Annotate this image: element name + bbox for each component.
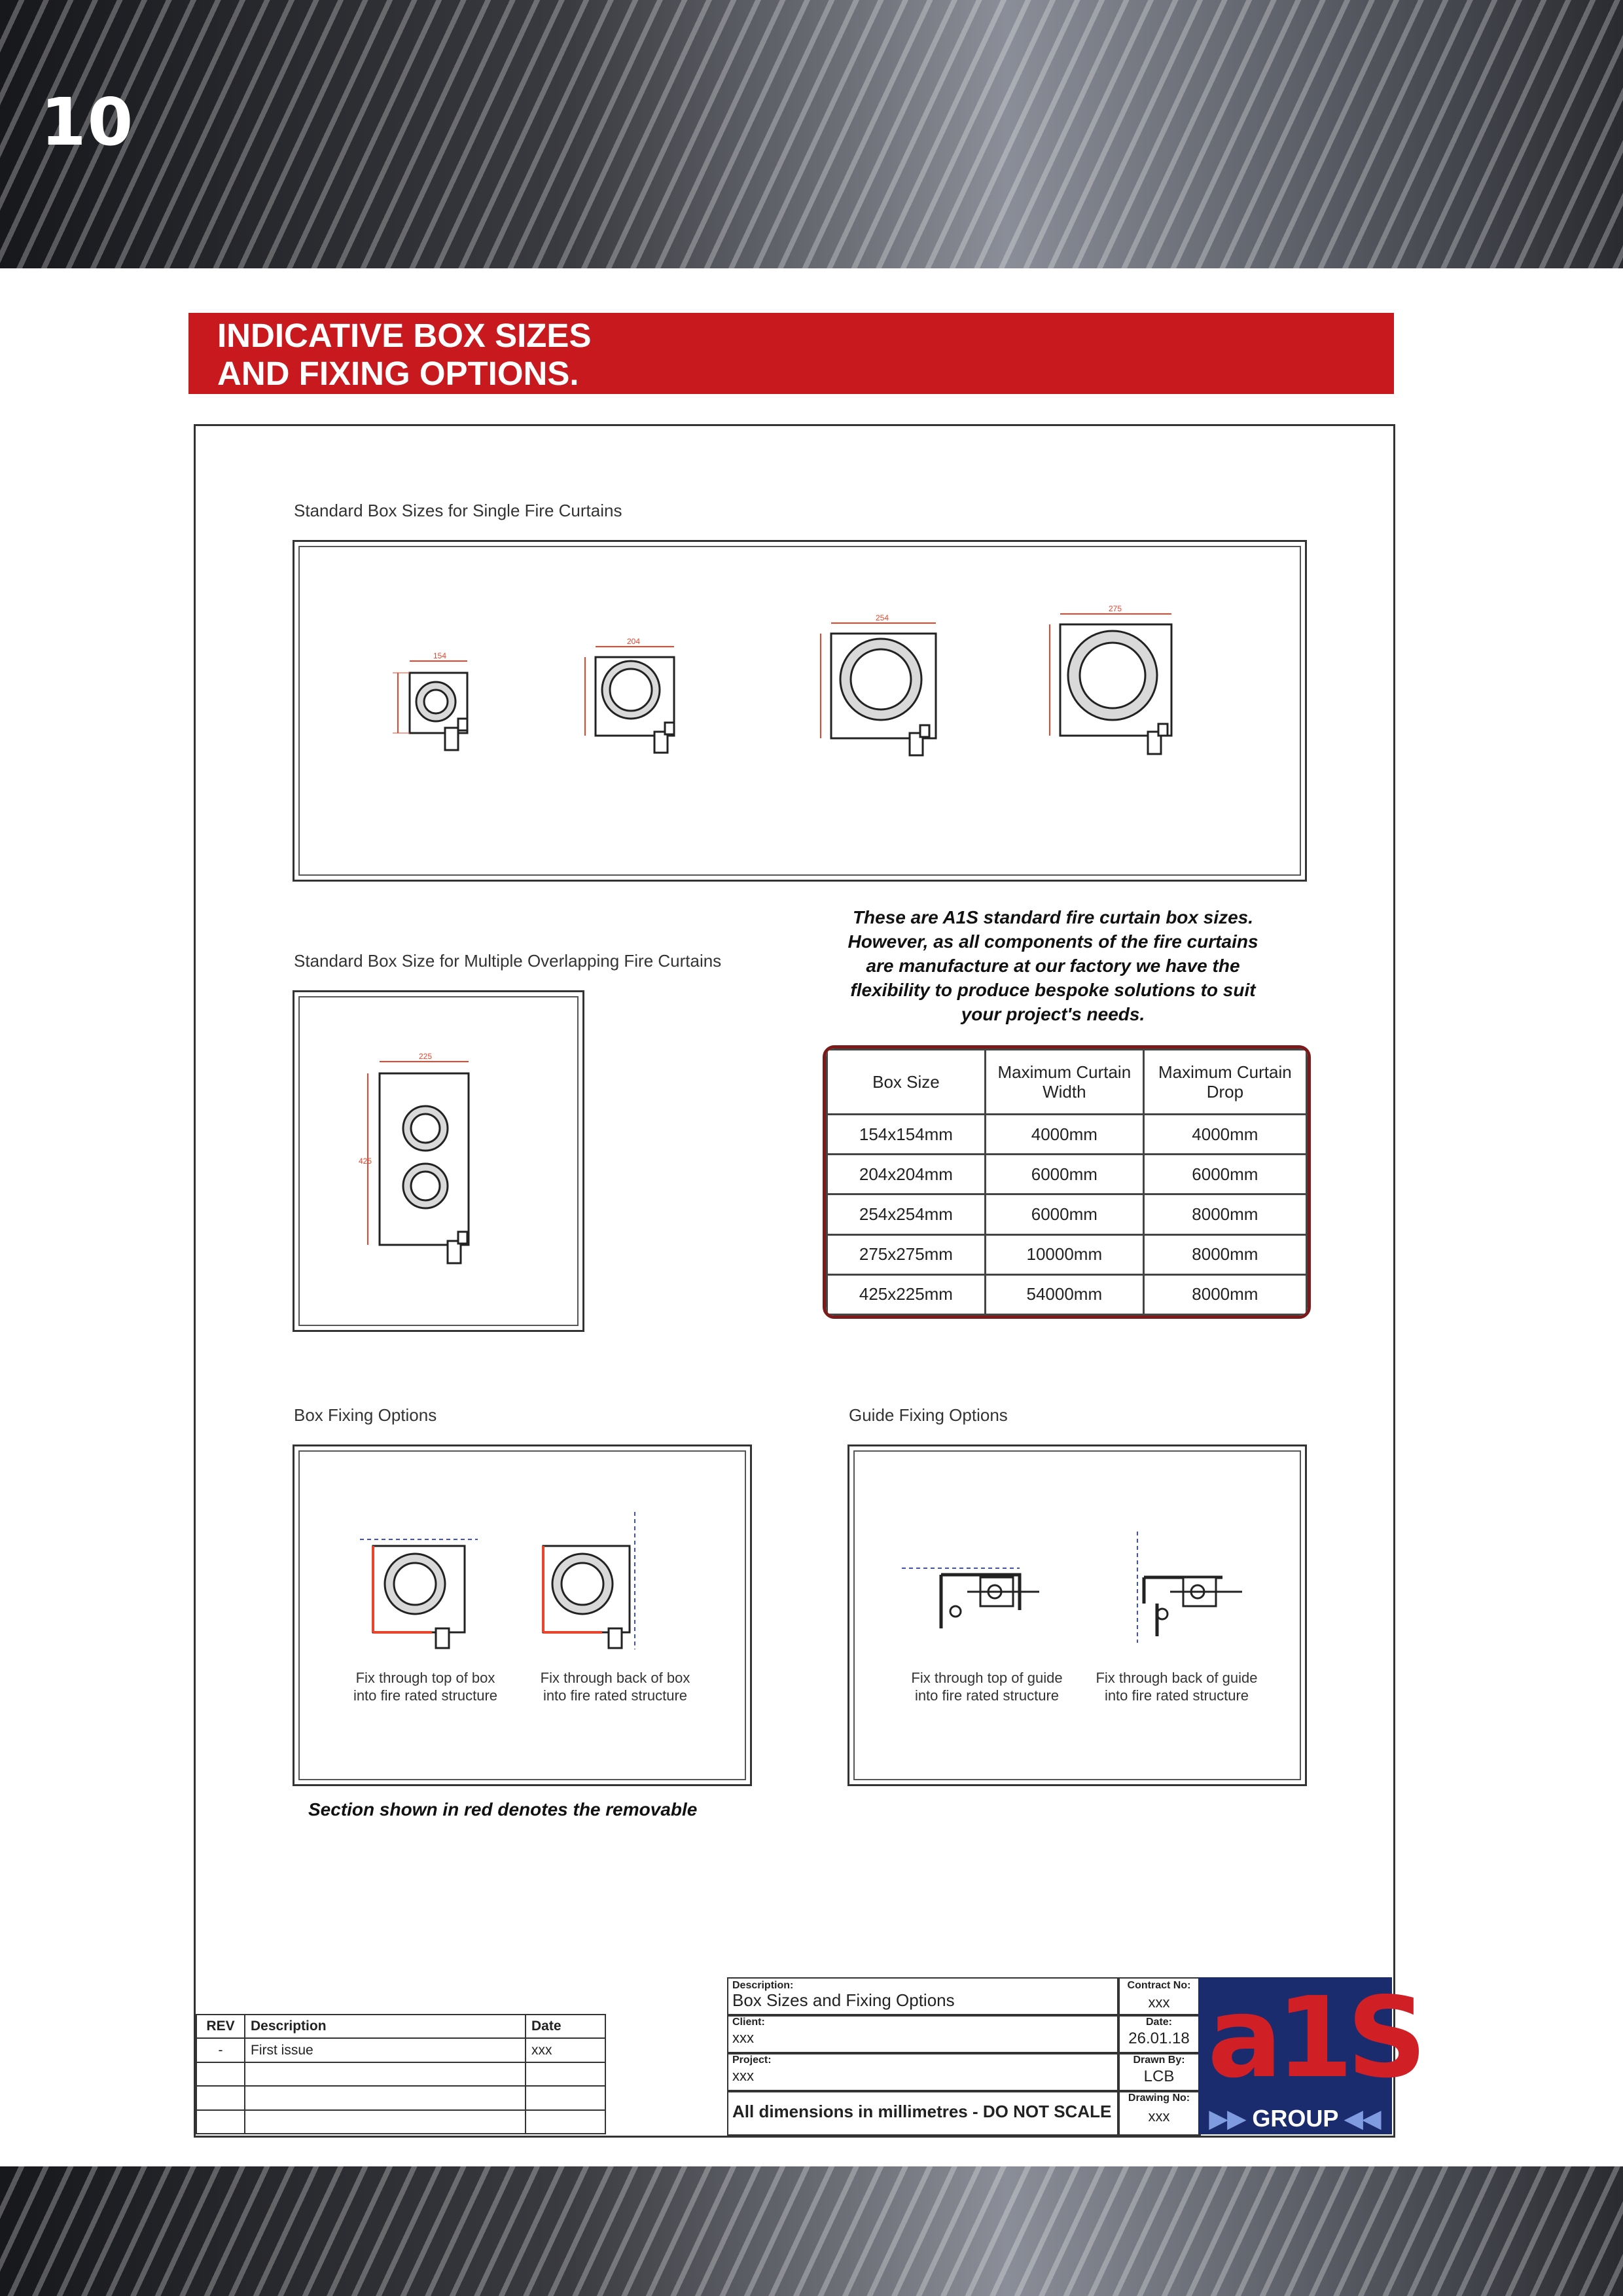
tb-description-label: Description: (732, 1980, 794, 1991)
box-fix-caption-2 (517, 1669, 713, 1704)
tb-drawn-value: LCB (1143, 2068, 1175, 2085)
table-cell: 6000mm (985, 1155, 1143, 1194)
table-row (827, 1234, 1307, 1274)
tb-description (727, 1977, 1120, 2017)
table-row (827, 1194, 1307, 1234)
box-254-dim-label: 254 (876, 613, 889, 622)
box-154-drawing (393, 651, 467, 750)
header-banner (0, 0, 1623, 268)
drawing-sheet (194, 424, 1421, 2138)
table-row (827, 1274, 1307, 1314)
guide-fixing-frame (847, 1444, 1307, 1786)
tb-client-label: Client: (732, 2017, 765, 2028)
note-line-1: These are A1S standard fire curtain box sizes. (852, 907, 1254, 927)
tb-drawn-by (1117, 2052, 1201, 2092)
tb-dimensions-note (727, 2090, 1120, 2136)
caption-line: Fix through back of guide (1096, 1670, 1258, 1686)
page-number: 10 (41, 84, 135, 160)
table-cell: 6000mm (1143, 1155, 1306, 1194)
note-line-2: However, as all components of the fire curtains (847, 931, 1258, 952)
tb-contract-label: Contract No: (1127, 1980, 1191, 1991)
table-cell: 425x225mm (827, 1274, 986, 1314)
fix-back-of-guide-drawing (1137, 1532, 1242, 1643)
box-275-dim-label: 275 (1109, 604, 1122, 613)
table-row (827, 1155, 1307, 1194)
multi-box-height-label: 425 (359, 1157, 372, 1166)
logo-group-row (1198, 2103, 1392, 2134)
chevron-right-icon: ▶▶ (1209, 2105, 1246, 2132)
tb-contract-value: xxx (1148, 1994, 1170, 2011)
tb-drawing-no-value: xxx (1148, 2108, 1170, 2125)
a1s-logo (1198, 1973, 1421, 2134)
table-cell: 4000mm (985, 1115, 1143, 1155)
tb-project-label: Project: (732, 2054, 772, 2066)
multi-box-title: Standard Box Size for Multiple Overlapping Fire Curtains (294, 951, 722, 971)
table-header-max-drop: Maximum Curtain Drop (1143, 1050, 1306, 1115)
tb-drawing-no-label: Drawing No: (1128, 2092, 1190, 2104)
caption-line: Fix through top of guide (911, 1670, 1063, 1686)
tb-project (727, 2052, 1120, 2092)
tb-drawn-label: Drawn By: (1133, 2054, 1185, 2066)
chevron-left-icon: ◀◀ (1344, 2105, 1382, 2132)
box-fix-caption-1 (334, 1669, 517, 1704)
caption-line: Fix through top of box (355, 1670, 495, 1686)
box-fixing-frame (293, 1444, 752, 1786)
multi-box-width-label: 225 (419, 1052, 433, 1061)
bespoke-note (804, 905, 1302, 1026)
caption-line: into fire rated structure (914, 1687, 1060, 1704)
guide-fix-caption-2 (1079, 1669, 1275, 1704)
single-box-frame (293, 540, 1307, 882)
logo-group: GROUP (1252, 2105, 1338, 2132)
guide-fixing-title: Guide Fixing Options (849, 1405, 1008, 1425)
note-line-5: your project's needs. (961, 1004, 1145, 1024)
box-fixing-drawings (294, 1446, 750, 1784)
tb-drawing-no (1117, 2090, 1201, 2136)
multi-box-drawing (294, 992, 582, 1330)
tb-date (1117, 2014, 1201, 2054)
box-254-drawing (821, 613, 936, 755)
table-cell: 10000mm (985, 1234, 1143, 1274)
table-cell: 204x204mm (827, 1155, 986, 1194)
fix-back-of-box-drawing (543, 1512, 635, 1649)
table-cell: xxx (526, 2038, 605, 2062)
box-154-dim-label: 154 (433, 651, 447, 660)
table-cell: 6000mm (985, 1194, 1143, 1234)
table-row (827, 1115, 1307, 1155)
tb-client (727, 2014, 1120, 2054)
single-box-title: Standard Box Sizes for Single Fire Curtains (294, 501, 622, 520)
tb-date-value: 26.01.18 (1128, 2030, 1190, 2047)
table-header-box-size: Box Size (827, 1050, 986, 1115)
box-size-table (823, 1045, 1311, 1319)
heading-line-1: INDICATIVE BOX SIZES (217, 317, 592, 354)
tb-client-value: xxx (732, 2030, 754, 2046)
caption-line: Fix through back of box (540, 1670, 690, 1686)
tb-project-value: xxx (732, 2068, 754, 2084)
box-275-drawing (1050, 604, 1171, 754)
table-cell: 275x275mm (827, 1234, 986, 1274)
logo-mark: a1S (1207, 1973, 1421, 2103)
tb-description-value: Box Sizes and Fixing Options (732, 1990, 955, 2010)
box-fixing-title: Box Fixing Options (294, 1405, 437, 1425)
box-204-dim-label: 204 (627, 637, 641, 646)
box-204-drawing (585, 637, 674, 753)
caption-line: into fire rated structure (1104, 1687, 1249, 1704)
table-cell: 4000mm (1143, 1115, 1306, 1155)
fix-top-of-box-drawing (360, 1539, 478, 1648)
single-box-drawings (294, 542, 1305, 880)
table-cell: 254x254mm (827, 1194, 986, 1234)
tb-contract (1117, 1977, 1201, 2017)
heading-line-2: AND FIXING OPTIONS. (217, 355, 579, 392)
footer-banner (0, 2166, 1623, 2296)
table-cell: 8000mm (1143, 1194, 1306, 1234)
table-cell: 154x154mm (827, 1115, 986, 1155)
tb-date-label: Date: (1145, 2017, 1172, 2028)
fix-top-of-guide-drawing (902, 1568, 1039, 1628)
table-header-max-width: Maximum Curtain Width (985, 1050, 1143, 1115)
multi-box-frame (293, 990, 584, 1332)
red-section-note: Section shown in red denotes the removable (308, 1799, 698, 1820)
rev-description-header: Description (245, 2015, 526, 2038)
guide-fixing-drawings (849, 1446, 1305, 1784)
rev-header: REV (196, 2015, 245, 2038)
caption-line: into fire rated structure (543, 1687, 688, 1704)
table-cell: First issue (245, 2038, 526, 2062)
note-line-4: flexibility to produce bespoke solutions to suit (850, 980, 1256, 1000)
table-cell: - (196, 2038, 245, 2062)
revision-table (196, 2014, 606, 2134)
table-row (196, 2038, 605, 2062)
guide-fix-caption-1 (895, 1669, 1079, 1704)
table-cell: 8000mm (1143, 1234, 1306, 1274)
note-line-3: are manufacture at our factory we have the (866, 956, 1240, 976)
caption-line: into fire rated structure (353, 1687, 498, 1704)
table-cell: 54000mm (985, 1274, 1143, 1314)
rev-date-header: Date (526, 2015, 605, 2038)
tb-dimensions-value: All dimensions in millimetres - DO NOT SCALE (732, 2102, 1112, 2121)
table-cell: 8000mm (1143, 1274, 1306, 1314)
section-heading (188, 313, 1394, 394)
